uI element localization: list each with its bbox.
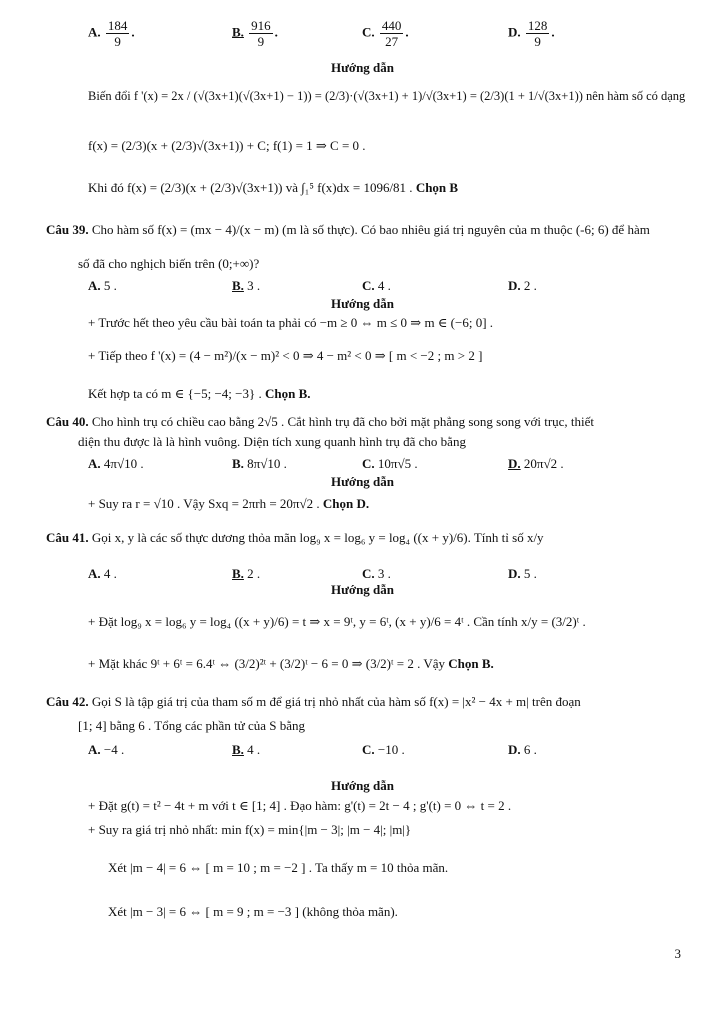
q39-guide-title: Hướng dẫn bbox=[330, 296, 395, 311]
q42-option-c: C. −10 . bbox=[362, 742, 405, 757]
q39-guide-line-1: + Trước hết theo yêu cầu bài toán ta phải có −m ≥ 0 ⇔ m ≤ 0 ⇒ m ∈ (−6; 0] . bbox=[88, 315, 494, 330]
q41-option-b: B. 2 . bbox=[232, 566, 261, 581]
q42-guide-line-2: + Suy ra giá trị nhỏ nhất: min f(x) = min{|m − 3|; |m − 4|; |m|} bbox=[88, 822, 412, 837]
q40-option-d: D. 20π√2 . bbox=[508, 456, 564, 471]
q42-text-line-1: Câu 42. Gọi S là tập giá trị của tham số m để giá trị nhỏ nhất của hàm số f(x) = |x² − 4x + m| trên đoạn bbox=[46, 694, 581, 709]
q39-answer: Chọn B. bbox=[264, 386, 311, 401]
q41-guide-line-1: + Đặt log₉ x = log₆ y = log₄ ((x + y)/6) = t ⇒ x = 9ᵗ, y = 6ᵗ, (x + y)/6 = 4ᵗ . Cần tính x/y = (3/2)ᵗ . bbox=[88, 614, 586, 629]
q42-guide-line-1: + Đặt g(t) = t² − 4t + m với t ∈ [1; 4] . Đạo hàm: g'(t) = 2t − 4 ; g'(t) = 0 ⇔ t = 2 . bbox=[88, 798, 512, 813]
q40-option-a: A. 4π√10 . bbox=[88, 456, 144, 471]
q41-option-a: A. 4 . bbox=[88, 566, 117, 581]
q40-guide-line-1: + Suy ra r = √10 . Vậy Sxq = 2πrh = 20π√2 . Chọn D. bbox=[88, 496, 370, 511]
q39-option-c: C. 4 . bbox=[362, 278, 391, 293]
q41-guide-line-2: + Mặt khác 9ᵗ + 6ᵗ = 6.4ᵗ ⇔ (3/2)²ᵗ + (3/2)ᵗ − 6 = 0 ⇒ (3/2)ᵗ = 2 . Vậy Chọn B. bbox=[88, 656, 494, 671]
q41-option-d: D. 5 . bbox=[508, 566, 537, 581]
q42-text-line-2: [1; 4] bằng 6 . Tổng các phần tử của S bằng bbox=[78, 718, 306, 733]
q42-guide-line-3: Xét |m − 4| = 6 ⇔ [ m = 10 ; m = −2 ] . Ta thấy m = 10 thỏa mãn. bbox=[108, 860, 449, 875]
q38-guide-line-1: Biến đổi f '(x) = 2x / (√(3x+1)(√(3x+1) − 1)) = (2/3)·(√(3x+1) + 1)/√(3x+1) = (2/3)(1 + 1/√(3x+1)) nên hàm số có dạng bbox=[88, 89, 686, 103]
q40-option-c: C. 10π√5 . bbox=[362, 456, 418, 471]
q40-text-line-2: diện thu được là là hình vuông. Diện tích xung quanh hình trụ đã cho bằng bbox=[78, 434, 466, 449]
q38-guide-line-3: Khi đó f(x) = (2/3)(x + (2/3)√(3x+1)) và ∫₁⁵ f(x)dx = 1096/81 . Chọn B bbox=[88, 180, 459, 195]
q38-answer: Chọn B bbox=[415, 180, 459, 195]
q41-answer: Chọn B. bbox=[448, 656, 494, 671]
q38-guide-title: Hướng dẫn bbox=[330, 60, 395, 75]
q39-text-line-1: Câu 39. Cho hàm số f(x) = (mx − 4)/(x − m) (m là số thực). Có bao nhiêu giá trị nguyên của m thuộc (-6; 6) để hàm bbox=[46, 222, 650, 237]
q39-guide-line-3: Kết hợp ta có m ∈ {−5; −4; −3} . Chọn B. bbox=[88, 386, 311, 401]
q42-guide-title: Hướng dẫn bbox=[330, 778, 395, 793]
q39-option-a: A. 5 . bbox=[88, 278, 117, 293]
q42-option-d: D. 6 . bbox=[508, 742, 537, 757]
q38-guide-line-2: f(x) = (2/3)(x + (2/3)√(3x+1)) + C; f(1) = 1 ⇒ C = 0 . bbox=[88, 138, 366, 153]
q38-option-a: A. $\frac{184}{9}$ . bbox=[88, 18, 135, 49]
q40-guide-title: Hướng dẫn bbox=[330, 474, 395, 489]
page-number: 3 bbox=[674, 946, 681, 961]
q39-guide-line-2: + Tiếp theo f '(x) = (4 − m²)/(x − m)² < 0 ⇒ 4 − m² < 0 ⇒ [ m < −2 ; m > 2 ] bbox=[88, 348, 483, 363]
q39-option-d: D. 2 . bbox=[508, 278, 537, 293]
q38-option-b: B. $\frac{916}{9}$ . bbox=[232, 18, 278, 49]
q41-guide-title: Hướng dẫn bbox=[330, 582, 395, 597]
q42-guide-line-4: Xét |m − 3| = 6 ⇔ [ m = 9 ; m = −3 ] (không thỏa mãn). bbox=[108, 904, 398, 919]
q42-option-b: B. 4 . bbox=[232, 742, 261, 757]
q42-option-a: A. −4 . bbox=[88, 742, 125, 757]
q39-option-b: B. 3 . bbox=[232, 278, 261, 293]
q40-answer: Chọn D. bbox=[322, 496, 370, 511]
q40-text-line-1: Câu 40. Cho hình trụ có chiều cao bằng 2√5 . Cắt hình trụ đã cho bởi mặt phẳng song song với trục, thiết bbox=[46, 414, 595, 429]
q38-option-c: C. $\frac{440}{27}$ . bbox=[362, 18, 409, 49]
q40-option-b: B. 8π√10 . bbox=[232, 456, 287, 471]
q39-text-line-2: số đã cho nghịch biến trên (0;+∞)? bbox=[78, 256, 260, 271]
q41-text-line-1: Câu 41. Gọi x, y là các số thực dương thỏa mãn log₉ x = log₆ y = log₄ ((x + y)/6). Tính tỉ số x/y bbox=[46, 530, 544, 545]
q41-option-c: C. 3 . bbox=[362, 566, 391, 581]
q38-option-d: D. $\frac{128}{9}$ . bbox=[508, 18, 555, 49]
